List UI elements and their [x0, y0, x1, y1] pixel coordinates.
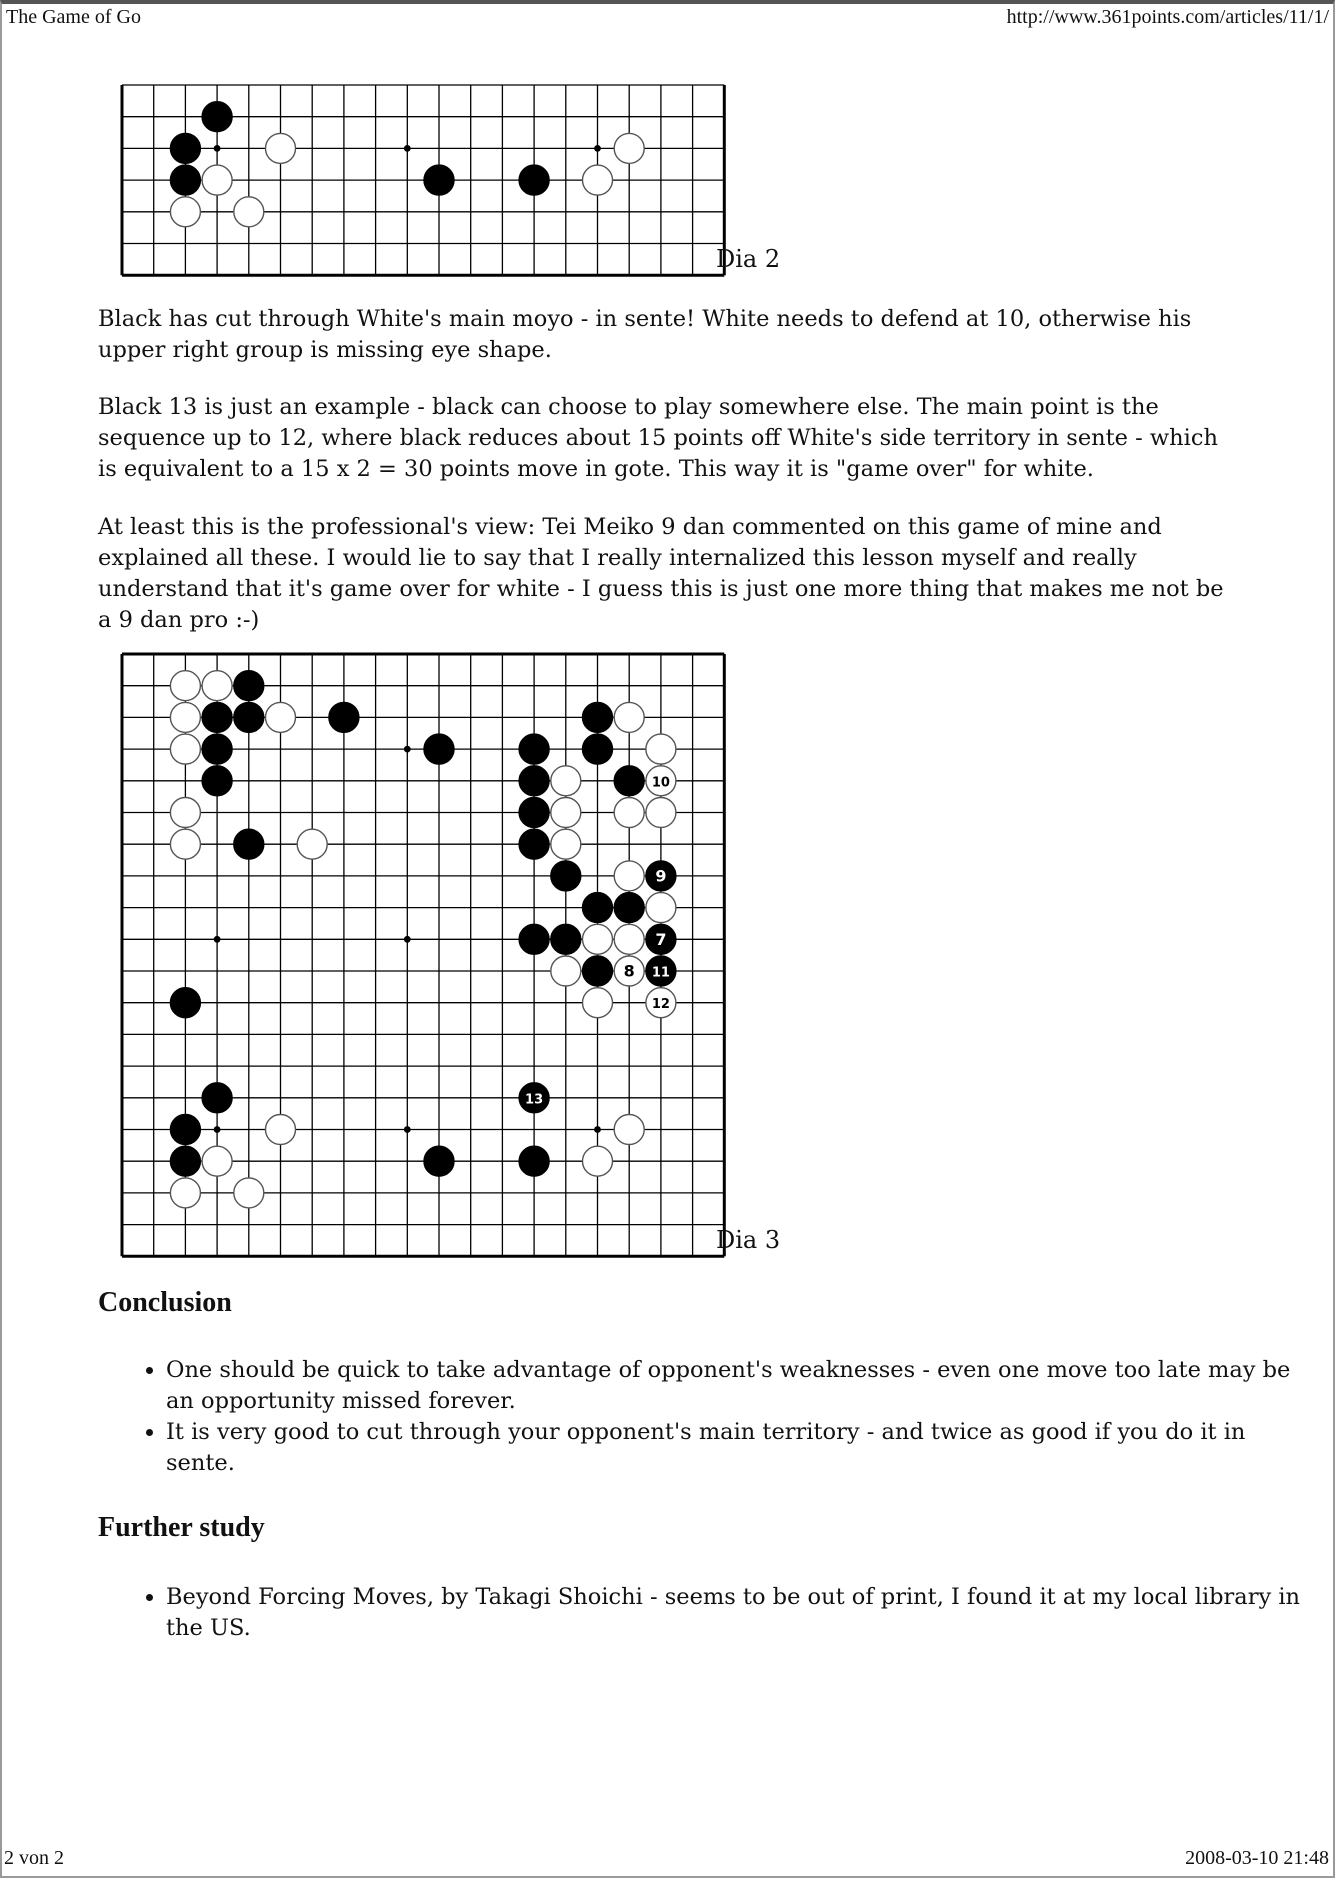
black-stone	[234, 829, 264, 859]
white-stone	[614, 133, 644, 163]
black-stone	[170, 133, 200, 163]
black-stone	[519, 766, 549, 796]
print-footer-date: 2008-03-10 21:48	[1185, 1847, 1329, 1869]
white-stone	[170, 798, 200, 828]
black-stone	[234, 702, 264, 732]
black-stone	[202, 1083, 232, 1113]
paragraph-professional-view: At least this is the professional's view: Tei Meiko 9 dan commented on this game of mine and explained all these. I would lie to say that I really internalized this lesson myself and really understand that it's game over for white - I guess this is just one more thing that makes me not be a 9 dan pro :-)	[98, 514, 1224, 633]
white-stone	[614, 798, 644, 828]
white-stone	[202, 671, 232, 701]
hoshi-point	[214, 145, 221, 152]
white-stone	[583, 165, 613, 195]
black-stone	[234, 671, 264, 701]
go-board-dia2	[120, 83, 727, 278]
move-number-label: 8	[623, 961, 635, 981]
white-stone	[551, 956, 581, 986]
black-stone	[424, 1146, 454, 1176]
print-header-title: The Game of Go	[6, 6, 141, 28]
hoshi-point	[594, 145, 601, 152]
white-stone	[266, 1115, 296, 1145]
conclusion-list	[98, 1355, 1301, 1479]
hoshi-point	[404, 145, 411, 152]
hoshi-point	[214, 936, 221, 943]
go-board-dia2-svg	[120, 83, 727, 278]
print-header-url[interactable]: http://www.361points.com/articles/11/1/	[1006, 6, 1329, 28]
further-study-list	[98, 1582, 1301, 1644]
move-number-label: 10	[651, 775, 670, 791]
black-stone	[583, 734, 613, 764]
black-stone	[170, 165, 200, 195]
hoshi-point	[404, 936, 411, 943]
white-stone	[170, 197, 200, 227]
black-stone	[583, 893, 613, 923]
white-stone	[551, 798, 581, 828]
white-stone	[551, 829, 581, 859]
white-stone	[202, 1146, 232, 1176]
move-number-label: 7	[655, 929, 667, 949]
move-number-label: 13	[525, 1092, 544, 1108]
board-grid	[122, 85, 724, 275]
hoshi-point	[594, 1126, 601, 1133]
hoshi-point	[214, 1126, 221, 1133]
black-stone	[202, 766, 232, 796]
black-stone	[170, 1146, 200, 1176]
print-footer-page: 2 von 2	[4, 1847, 64, 1869]
white-stone	[297, 829, 327, 859]
move-number-label: 9	[655, 866, 667, 886]
black-stone	[519, 798, 549, 828]
paragraph-moyo-cut: Black has cut through White's main moyo - in sente! White needs to defend at 10, otherwise his upper right group is missing eye shape.	[98, 306, 1192, 363]
further-study-item: • Beyond Forcing Moves, by Takagi Shoichi - seems to be out of print, I found it at my local library in the US.	[166, 1582, 1301, 1644]
white-stone	[583, 924, 613, 954]
move-number-label: 11	[651, 965, 670, 981]
black-stone	[202, 102, 232, 132]
white-stone	[583, 1146, 613, 1176]
go-board-dia3-svg	[120, 652, 727, 1259]
black-stone	[202, 734, 232, 764]
white-stone	[551, 766, 581, 796]
black-stone	[551, 924, 581, 954]
white-stone	[170, 829, 200, 859]
black-stone	[202, 702, 232, 732]
black-stone	[551, 861, 581, 891]
white-stone	[170, 1178, 200, 1208]
white-stone	[234, 1178, 264, 1208]
paragraph-black-13: Black 13 is just an example - black can choose to play somewhere else. The main point is the sequence up to 12, where black reduces about 15 points off White's side territory in sente - which is equivalent to a 15 x 2 = 30 points move in gote. This way it is "game over" for white.	[98, 394, 1218, 482]
black-stone	[519, 165, 549, 195]
dia3-caption: Dia 3	[716, 1226, 781, 1254]
dia2-caption: Dia 2	[716, 245, 781, 273]
go-board-dia3	[120, 652, 727, 1259]
conclusion-item: • It is very good to cut through your opponent's main territory - and twice as good if you do it in sente.	[166, 1417, 1301, 1479]
white-stone	[234, 197, 264, 227]
white-stone	[170, 734, 200, 764]
black-stone	[519, 829, 549, 859]
black-stone	[329, 702, 359, 732]
white-stone	[170, 671, 200, 701]
hoshi-point	[404, 746, 411, 753]
white-stone	[266, 702, 296, 732]
white-stone	[614, 861, 644, 891]
black-stone	[424, 165, 454, 195]
white-stone	[614, 924, 644, 954]
board-grid	[122, 654, 724, 1256]
black-stone	[424, 734, 454, 764]
black-stone	[614, 766, 644, 796]
white-stone	[266, 133, 296, 163]
black-stone	[519, 1146, 549, 1176]
white-stone	[614, 702, 644, 732]
white-stone	[646, 734, 676, 764]
white-stone	[646, 798, 676, 828]
black-stone	[583, 702, 613, 732]
black-stone	[170, 1115, 200, 1145]
white-stone	[202, 165, 232, 195]
hoshi-point	[404, 1126, 411, 1133]
move-number-label: 12	[651, 997, 670, 1013]
black-stone	[614, 893, 644, 923]
black-stone	[583, 956, 613, 986]
black-stone	[170, 988, 200, 1018]
further-study-heading: Further study	[98, 1512, 265, 1543]
white-stone	[583, 988, 613, 1018]
white-stone	[614, 1115, 644, 1145]
conclusion-heading: Conclusion	[98, 1287, 232, 1318]
conclusion-item: • One should be quick to take advantage of opponent's weaknesses - even one move too late may be an opportunity missed forever.	[166, 1355, 1301, 1417]
white-stone	[170, 702, 200, 732]
white-stone	[646, 893, 676, 923]
black-stone	[519, 734, 549, 764]
black-stone	[519, 924, 549, 954]
